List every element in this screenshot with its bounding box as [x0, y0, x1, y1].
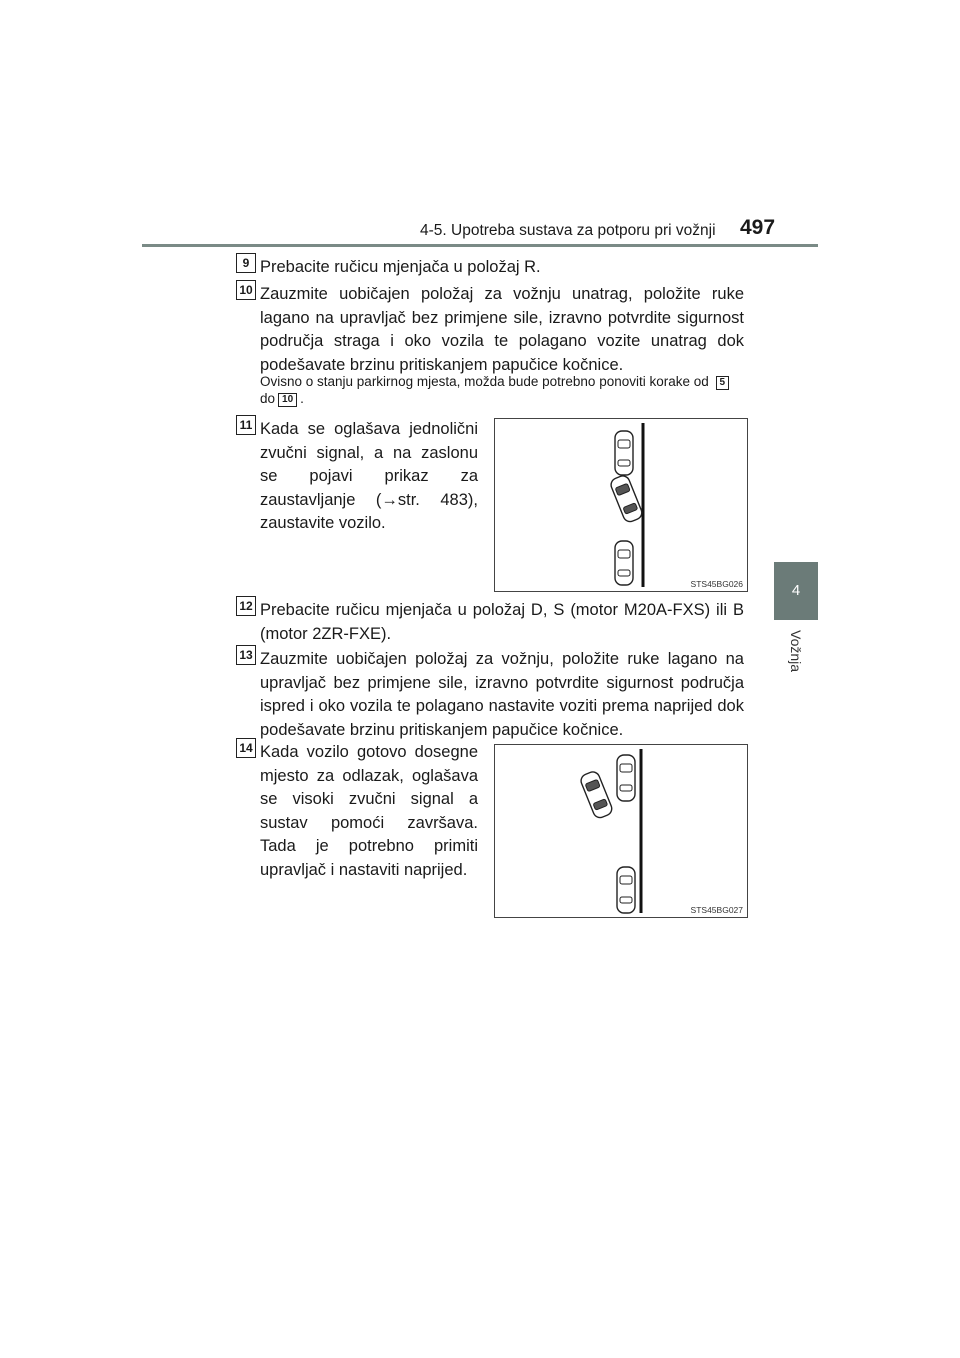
figure-code: STS45BG027	[690, 905, 743, 915]
chapter-label: Vožnja	[788, 630, 804, 673]
diagram-drive-out	[494, 744, 748, 918]
parked-car-front	[615, 431, 633, 475]
step-text-9: Prebacite ručicu mjenjača u položaj R.	[260, 258, 541, 276]
step-number-12: 12	[236, 596, 256, 616]
chapter-number: 4	[791, 582, 801, 599]
page-number: 497	[740, 216, 776, 239]
parked-car-rear	[617, 867, 635, 913]
repeat-steps-note	[260, 373, 744, 407]
step-text-14: Kada vozilo gotovo dosegne mjesto za odlazak, oglašava se visoki zvučni signal a sustav pomoći završava. Tada je potrebno primiti upravljač i nastaviti naprijed.	[260, 743, 478, 879]
step-text-10: Zauzmite uobičajen položaj za vožnju unatrag, položite ruke lagano na upravljač bez primjene sile, izravno potvrdite sigurnost područja straga i oko vozila te polagano vozite unatrag dok podešavate brzinu pritiskanjem papučice kočnice.	[260, 285, 744, 374]
parking-diagram-2	[495, 745, 747, 917]
diagram-reverse-out	[494, 418, 748, 592]
step-number-11: 11	[236, 415, 256, 435]
note-text: Ovisno o stanju parkirnog mjesta, možda bude potrebno ponoviti korake od	[260, 374, 709, 389]
parked-car-front	[617, 755, 635, 801]
step-text-13: Zauzmite uobičajen položaj za vožnju, položite ruke lagano na upravljač bez primjene sile, izravno potvrdite sigurnost područja ispred i oko vozila te polagano nastavite voziti prema naprijed dok podešavate brzinu pritiskanjem papučice kočnice.	[260, 650, 744, 739]
step-number-13: 13	[236, 645, 256, 665]
chapter-tab	[774, 562, 818, 620]
step-number-9: 9	[236, 253, 256, 273]
maneuvering-car	[609, 474, 644, 524]
step-number-14: 14	[236, 738, 256, 758]
parking-diagram-1	[495, 419, 747, 591]
step-text-11: Kada se oglašava jednolični zvučni signal, a na zaslonu se pojavi prikaz za zaustavljanje (→str. 483), zaustavite vozilo.	[260, 420, 478, 532]
step-text-12: Prebacite ručicu mjenjača u položaj D, S (motor M20A-FXS) ili B (motor 2ZR-FXE).	[260, 601, 744, 643]
header-divider	[142, 244, 818, 247]
section-title: 4-5. Upotreba sustava za potporu pri vožnji	[420, 222, 716, 239]
note-ref-from: 5	[716, 376, 730, 390]
note-ref-to: 10	[278, 393, 297, 407]
step-number-10: 10	[236, 280, 256, 300]
departing-car	[579, 770, 614, 820]
parked-car-rear	[615, 541, 633, 585]
note-text-end: .	[300, 391, 304, 406]
chapter-label-container	[786, 630, 806, 690]
figure-code: STS45BG026	[690, 579, 743, 589]
note-text-mid: do	[260, 391, 276, 406]
